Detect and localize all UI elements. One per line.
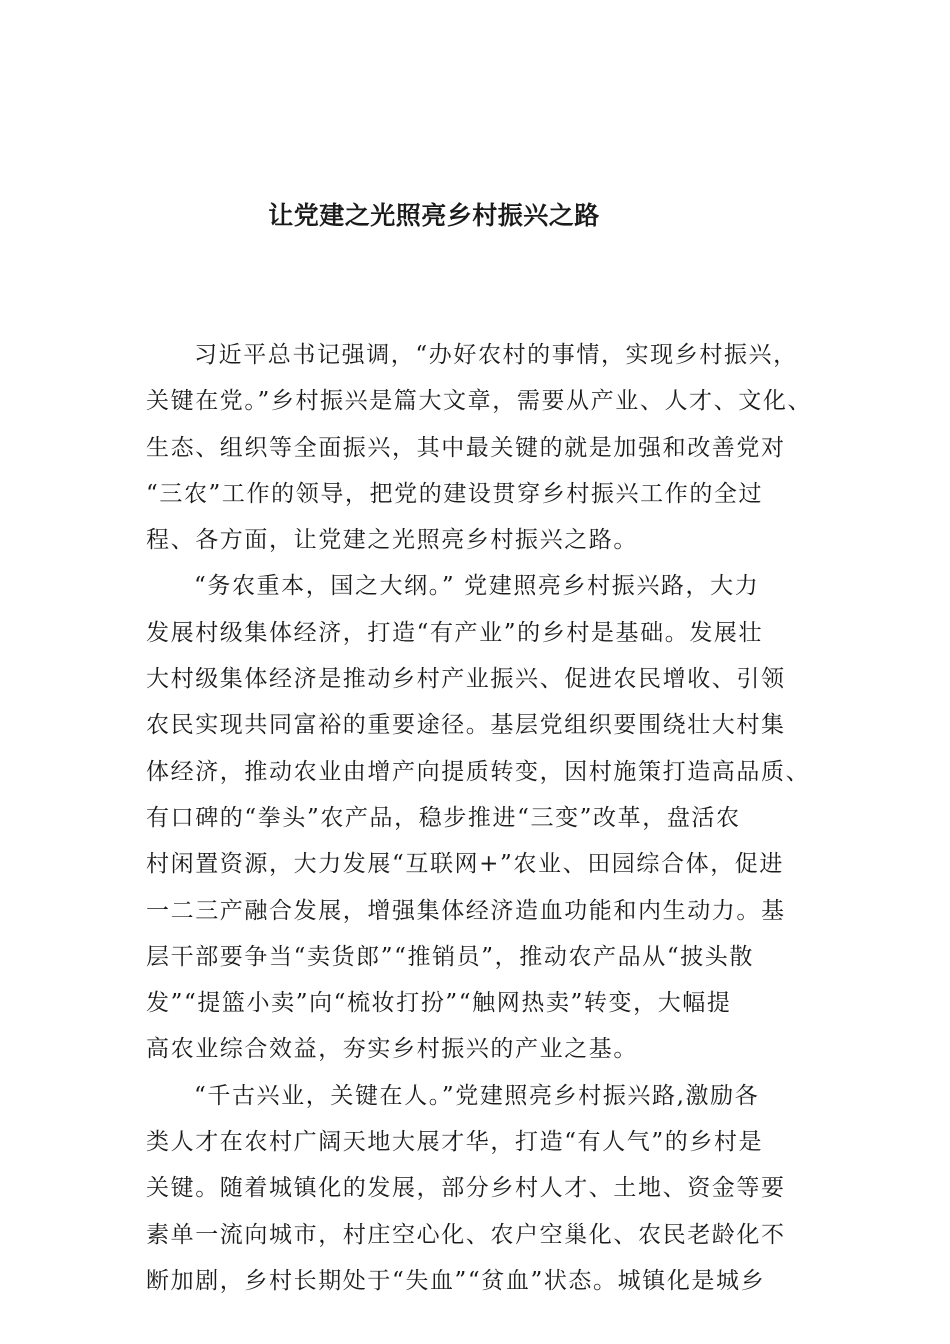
paragraph-2-line-1: “务农重本，国之大纲。” 党建照亮乡村振兴路，大力: [194, 573, 760, 600]
paragraph-3-line-1: “千古兴业，关键在人。”党建照亮乡村振兴路,激励各: [194, 1082, 760, 1109]
document-title: 让党建之光照亮乡村振兴之路: [268, 201, 600, 230]
paragraph-1-line-5: 程、各方面，让党建之光照亮乡村振兴之路。: [146, 527, 638, 554]
paragraph-2-line-10: 发”“提篮小卖”向“梳妆打扮”“触网热卖”转变，大幅提: [146, 990, 732, 1017]
paragraph-2-line-4: 农民实现共同富裕的重要途径。基层党组织要围绕壮大村集: [146, 712, 786, 739]
paragraph-3-line-3: 关键。随着城镇化的发展，部分乡村人才、土地、资金等要: [146, 1175, 786, 1202]
paragraph-2-line-7: 村闲置资源，大力发展“互联网+”农业、田园综合体，促进: [146, 851, 784, 878]
paragraph-1-line-4: “三农”工作的领导，把党的建设贯穿乡村振兴工作的全过: [146, 480, 764, 507]
paragraph-2-line-2: 发展村级集体经济，打造“有产业”的乡村是基础。发展壮: [146, 619, 764, 646]
paragraph-1-line-2: 关键在党。”乡村振兴是篇大文章，需要从产业、人才、文化、: [146, 388, 813, 415]
paragraph-3-line-4: 素单一流向城市，村庄空心化、农户空巢化、农民老龄化不: [146, 1221, 786, 1248]
paragraph-2-line-8: 一二三产融合发展，增强集体经济造血功能和内生动力。基: [146, 897, 786, 924]
document-body: [146, 332, 846, 1304]
paragraph-1-line-1: 习近平总书记强调，“办好农村的事情，实现乡村振兴，: [194, 342, 798, 368]
paragraph-2-line-11: 高农业综合效益，夯实乡村振兴的产业之基。: [146, 1036, 638, 1063]
paragraph-2-line-6: 有口碑的“拳头”农产品，稳步推进“三变”改革，盘活农: [146, 804, 741, 831]
paragraph-3-line-2: 类人才在农村广阔天地大展才华，打造“有人气”的乡村是: [146, 1129, 764, 1156]
paragraph-1-line-3: 生态、组织等全面振兴，其中最关键的就是加强和改善党对: [146, 434, 786, 461]
paragraph-2-line-9: 层干部要争当“卖货郎”“推销员”，推动农产品从“披头散: [146, 943, 754, 970]
paragraph-3-line-5: 断加剧，乡村长期处于“失血”“贫血”状态。城镇化是城乡: [146, 1267, 766, 1294]
paragraph-2-line-3: 大村级集体经济是推动乡村产业振兴、促进农民增收、引领: [146, 666, 786, 693]
paragraph-2-line-5: 体经济，推动农业由增产向提质转变，因村施策打造高品质、: [146, 758, 811, 785]
